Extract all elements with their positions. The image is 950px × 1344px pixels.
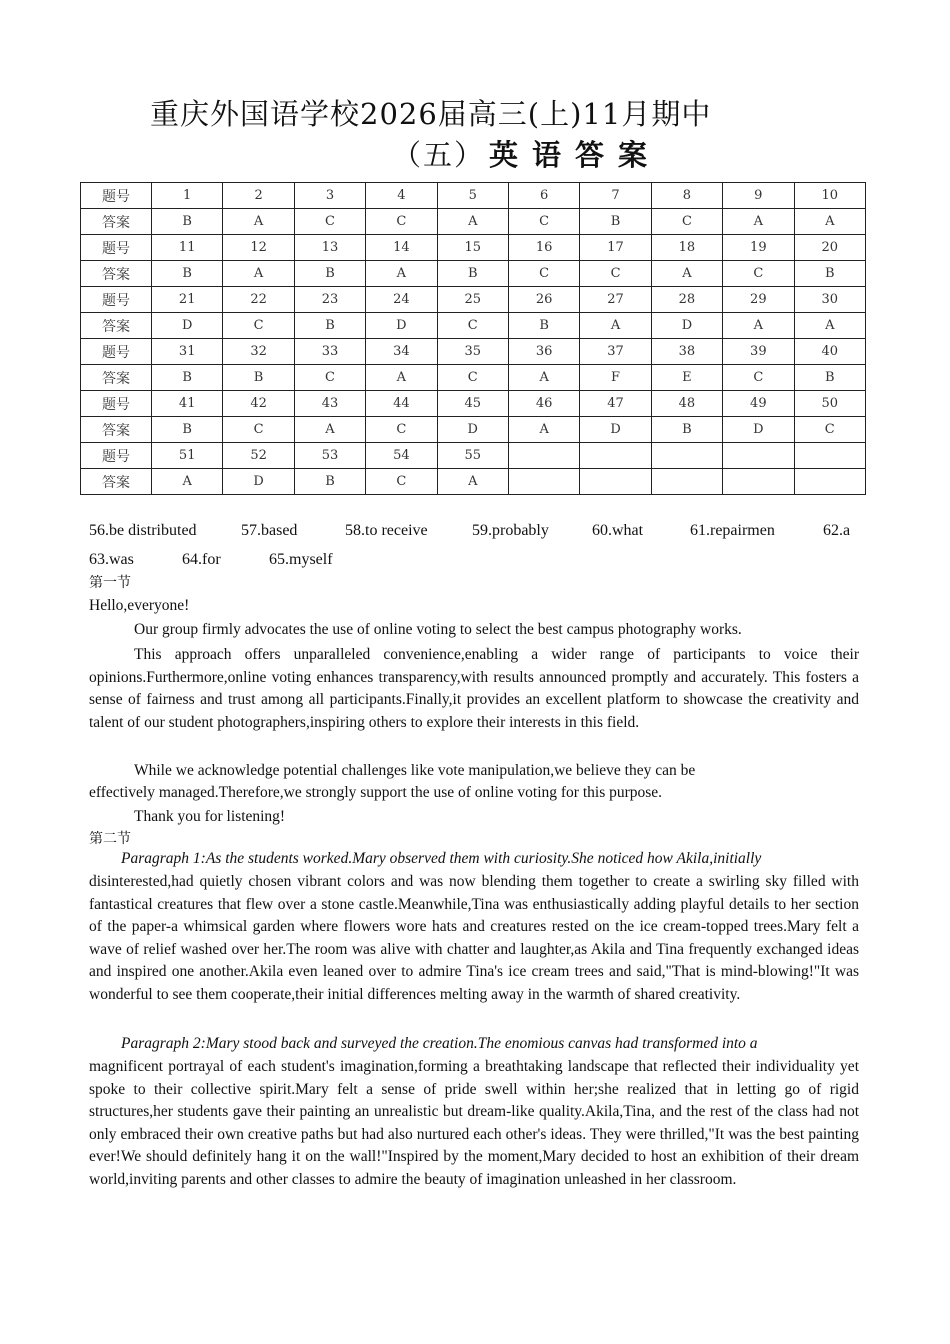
answer-cell: C <box>223 313 294 339</box>
section1-greeting: Hello,everyone! <box>89 597 190 614</box>
answer-cell: A <box>580 313 651 339</box>
question-number-cell: 13 <box>294 235 365 261</box>
section1-heading: 第一节 <box>89 575 131 591</box>
question-number-cell: 23 <box>294 287 365 313</box>
question-number-cell: 10 <box>794 183 865 209</box>
document-title-line2 <box>392 133 661 174</box>
fill-blank-answer: 63.was <box>89 551 134 568</box>
section1-paragraph-3a: While we acknowledge potential challenges like vote manipulation,we believe they can be <box>134 762 696 779</box>
answer-row <box>81 417 866 443</box>
answer-cell: A <box>223 261 294 287</box>
answer-cell: C <box>366 417 437 443</box>
question-number-cell: 45 <box>437 391 508 417</box>
question-number-cell: 55 <box>437 443 508 469</box>
answer-row <box>81 209 866 235</box>
question-number-cell: 6 <box>508 183 579 209</box>
question-number-cell: 33 <box>294 339 365 365</box>
question-number-cell: 9 <box>723 183 794 209</box>
answer-row <box>81 469 866 495</box>
answer-table <box>80 182 866 495</box>
fill-blank-answer: 57.based <box>241 522 298 539</box>
answer-cell: A <box>508 417 579 443</box>
question-number-cell: 32 <box>223 339 294 365</box>
section1-paragraph-3b: effectively managed.Therefore,we strongly support the use of online voting for this purpose. <box>89 784 663 801</box>
question-number-cell: 4 <box>366 183 437 209</box>
answer-cell: D <box>223 469 294 495</box>
answer-cell: B <box>580 209 651 235</box>
section1-paragraph-1: Our group firmly advocates the use of online voting to select the best campus photography works. <box>134 621 742 638</box>
answer-cell: F <box>580 365 651 391</box>
question-number-cell: 26 <box>508 287 579 313</box>
answer-cell: A <box>366 365 437 391</box>
question-number-cell: 37 <box>580 339 651 365</box>
question-number-cell: 25 <box>437 287 508 313</box>
question-number-cell: 44 <box>366 391 437 417</box>
section2-paragraph-1-body: disinterested,had quietly chosen vibrant colors and was now blending them together to create a swirling sky filled with fantastical creatures that flew over a stone castle.Meanwhile,Tina was enthusiastically adding playful details to her section of the paper-a whimsical garden where flowers wore hats and creatures rested on the ice cream-topped trees.Mary felt a wave of relief washed over her.The room was alive with chatter and laughter,as Akila and Tina frequently exchanged ideas and inspired one another.Akila even leaned over to admire Tina's ice cream trees and said,"That is mind-blowing!"It was wonderful to see them cooperate,their initial differences melting away in the warmth of shared creativity. <box>89 873 859 1003</box>
answer-cell: C <box>294 365 365 391</box>
question-number-cell: 28 <box>651 287 722 313</box>
answer-cell: A <box>294 417 365 443</box>
question-number-cell: 8 <box>651 183 722 209</box>
answer-cell: A <box>723 313 794 339</box>
section1-closing: Thank you for listening! <box>134 808 286 825</box>
question-number-row <box>81 443 866 469</box>
answer-cell <box>794 469 865 495</box>
question-number-cell: 43 <box>294 391 365 417</box>
question-number-cell: 40 <box>794 339 865 365</box>
answer-cell: B <box>152 417 223 443</box>
question-number-cell: 49 <box>723 391 794 417</box>
answer-cell: C <box>508 261 579 287</box>
answer-cell: A <box>723 209 794 235</box>
answer-cell: B <box>651 417 722 443</box>
question-number-cell: 11 <box>152 235 223 261</box>
answer-row-label: 答案 <box>81 313 152 339</box>
answer-cell: C <box>723 261 794 287</box>
question-number-cell: 47 <box>580 391 651 417</box>
answer-cell <box>723 469 794 495</box>
answer-cell: E <box>651 365 722 391</box>
question-number-cell: 17 <box>580 235 651 261</box>
answer-cell: A <box>794 209 865 235</box>
question-number-cell <box>508 443 579 469</box>
question-number-cell: 36 <box>508 339 579 365</box>
answer-cell: D <box>723 417 794 443</box>
fill-blank-answer: 65.myself <box>269 551 333 568</box>
question-number-cell <box>723 443 794 469</box>
question-number-cell: 2 <box>223 183 294 209</box>
answer-cell: C <box>366 209 437 235</box>
question-number-cell: 41 <box>152 391 223 417</box>
answer-cell: C <box>794 417 865 443</box>
fill-blank-answer: 61.repairmen <box>690 522 775 539</box>
question-number-cell: 30 <box>794 287 865 313</box>
answer-cell: D <box>437 417 508 443</box>
question-number-cell: 24 <box>366 287 437 313</box>
answer-cell: C <box>508 209 579 235</box>
question-number-cell: 27 <box>580 287 651 313</box>
answer-cell: C <box>366 469 437 495</box>
answer-row <box>81 313 866 339</box>
answer-cell: B <box>508 313 579 339</box>
answer-cell: B <box>794 261 865 287</box>
document-title-paren: （五） <box>392 138 486 172</box>
answer-cell: C <box>437 365 508 391</box>
question-number-cell: 50 <box>794 391 865 417</box>
answer-row-label: 答案 <box>81 417 152 443</box>
answer-cell: A <box>651 261 722 287</box>
question-number-row <box>81 183 866 209</box>
answer-cell: D <box>366 313 437 339</box>
answer-cell: D <box>152 313 223 339</box>
question-number-cell: 48 <box>651 391 722 417</box>
question-number-cell <box>651 443 722 469</box>
answer-cell: A <box>366 261 437 287</box>
question-number-cell: 18 <box>651 235 722 261</box>
answer-cell: A <box>437 209 508 235</box>
question-number-cell: 34 <box>366 339 437 365</box>
question-number-cell: 15 <box>437 235 508 261</box>
document-title-line1: 重庆外国语学校2026届高三(上)11月期中 <box>150 97 712 131</box>
answer-cell: C <box>580 261 651 287</box>
question-number-row <box>81 391 866 417</box>
question-number-cell: 22 <box>223 287 294 313</box>
answer-cell: C <box>223 417 294 443</box>
answer-cell: A <box>794 313 865 339</box>
question-number-cell: 5 <box>437 183 508 209</box>
fill-blank-answer: 62.a <box>823 522 851 539</box>
question-number-cell: 3 <box>294 183 365 209</box>
question-number-row <box>81 287 866 313</box>
fill-blank-answer: 58.to receive <box>345 522 428 539</box>
answer-cell: B <box>437 261 508 287</box>
question-number-cell <box>580 443 651 469</box>
answer-cell: A <box>223 209 294 235</box>
answer-cell: C <box>723 365 794 391</box>
question-number-cell: 42 <box>223 391 294 417</box>
question-number-row-label: 题号 <box>81 339 152 365</box>
question-number-cell: 1 <box>152 183 223 209</box>
answer-cell: C <box>651 209 722 235</box>
question-number-cell: 16 <box>508 235 579 261</box>
question-number-cell: 35 <box>437 339 508 365</box>
section2-paragraph-1-lead: Paragraph 1:As the students worked.Mary observed them with curiosity.She noticed how Akila,initially <box>121 850 762 867</box>
section2-paragraph-2-body: magnificent portrayal of each student's imagination,forming a breathtaking landscape that reflected their individuality yet spoke to their collective spirit.Mary felt a sense of pride swell within her;she realized that in letting go of rigid structures,her students gave their painting an unrealistic but dream-like quality.Akila,Tina, and the rest of the class had not only embraced their own creative paths but had also nurtured each other's ideas. They were thrilled,"It was the best painting ever!We should definitely hang it on the wall!"Inspired by the moment,Mary decided to host an exhibition of their dream world,inviting parents and other classes to admire the beauty of imagination unleashed in her classroom. <box>89 1058 859 1188</box>
answer-cell: D <box>651 313 722 339</box>
answer-cell: B <box>294 313 365 339</box>
fill-blank-answer: 60.what <box>592 522 644 539</box>
question-number-cell: 12 <box>223 235 294 261</box>
question-number-cell: 54 <box>366 443 437 469</box>
question-number-row-label: 题号 <box>81 235 152 261</box>
section1-paragraph-2: This approach offers unparalleled convenience,enabling a wider range of participants to voice their opinions.Furthermore,online voting enhances transparency,with results announced promptly and accurately. This fosters a sense of fairness and trust among all participants.Finally,it provides an excellent platform to showcase the creativity and talent of our student photographers,inspiring others to explore their interests in this field. <box>89 646 859 731</box>
answer-cell <box>651 469 722 495</box>
answer-cell: D <box>580 417 651 443</box>
question-number-cell: 53 <box>294 443 365 469</box>
question-number-row <box>81 235 866 261</box>
document-title-bold: 英语答案 <box>489 138 662 172</box>
answer-row <box>81 365 866 391</box>
answer-cell <box>508 469 579 495</box>
question-number-row-label: 题号 <box>81 287 152 313</box>
answer-cell: A <box>508 365 579 391</box>
question-number-cell: 19 <box>723 235 794 261</box>
question-number-cell: 51 <box>152 443 223 469</box>
question-number-cell: 31 <box>152 339 223 365</box>
fill-blank-answer: 56.be distributed <box>89 522 197 539</box>
question-number-cell: 14 <box>366 235 437 261</box>
answer-row-label: 答案 <box>81 469 152 495</box>
answer-cell: B <box>152 365 223 391</box>
question-number-cell <box>794 443 865 469</box>
answer-cell: B <box>223 365 294 391</box>
answer-row-label: 答案 <box>81 209 152 235</box>
answer-cell <box>580 469 651 495</box>
answer-row <box>81 261 866 287</box>
question-number-row-label: 题号 <box>81 183 152 209</box>
answer-cell: B <box>794 365 865 391</box>
question-number-cell: 21 <box>152 287 223 313</box>
answer-row-label: 答案 <box>81 365 152 391</box>
question-number-row <box>81 339 866 365</box>
answer-cell: B <box>152 261 223 287</box>
answer-cell: B <box>294 469 365 495</box>
answer-cell: C <box>437 313 508 339</box>
question-number-cell: 38 <box>651 339 722 365</box>
section2-paragraph-2-lead: Paragraph 2:Mary stood back and surveyed the creation.The enomious canvas had transformed into a <box>121 1035 758 1052</box>
question-number-cell: 46 <box>508 391 579 417</box>
answer-cell: C <box>294 209 365 235</box>
question-number-cell: 20 <box>794 235 865 261</box>
question-number-cell: 7 <box>580 183 651 209</box>
answer-cell: A <box>152 469 223 495</box>
fill-blank-answer: 64.for <box>182 551 221 568</box>
fill-blank-answer: 59.probably <box>472 522 549 539</box>
answer-cell: A <box>437 469 508 495</box>
question-number-row-label: 题号 <box>81 391 152 417</box>
question-number-cell: 52 <box>223 443 294 469</box>
question-number-row-label: 题号 <box>81 443 152 469</box>
answer-cell: B <box>152 209 223 235</box>
question-number-cell: 29 <box>723 287 794 313</box>
section2-heading: 第二节 <box>89 831 131 847</box>
answer-cell: B <box>294 261 365 287</box>
question-number-cell: 39 <box>723 339 794 365</box>
answer-row-label: 答案 <box>81 261 152 287</box>
